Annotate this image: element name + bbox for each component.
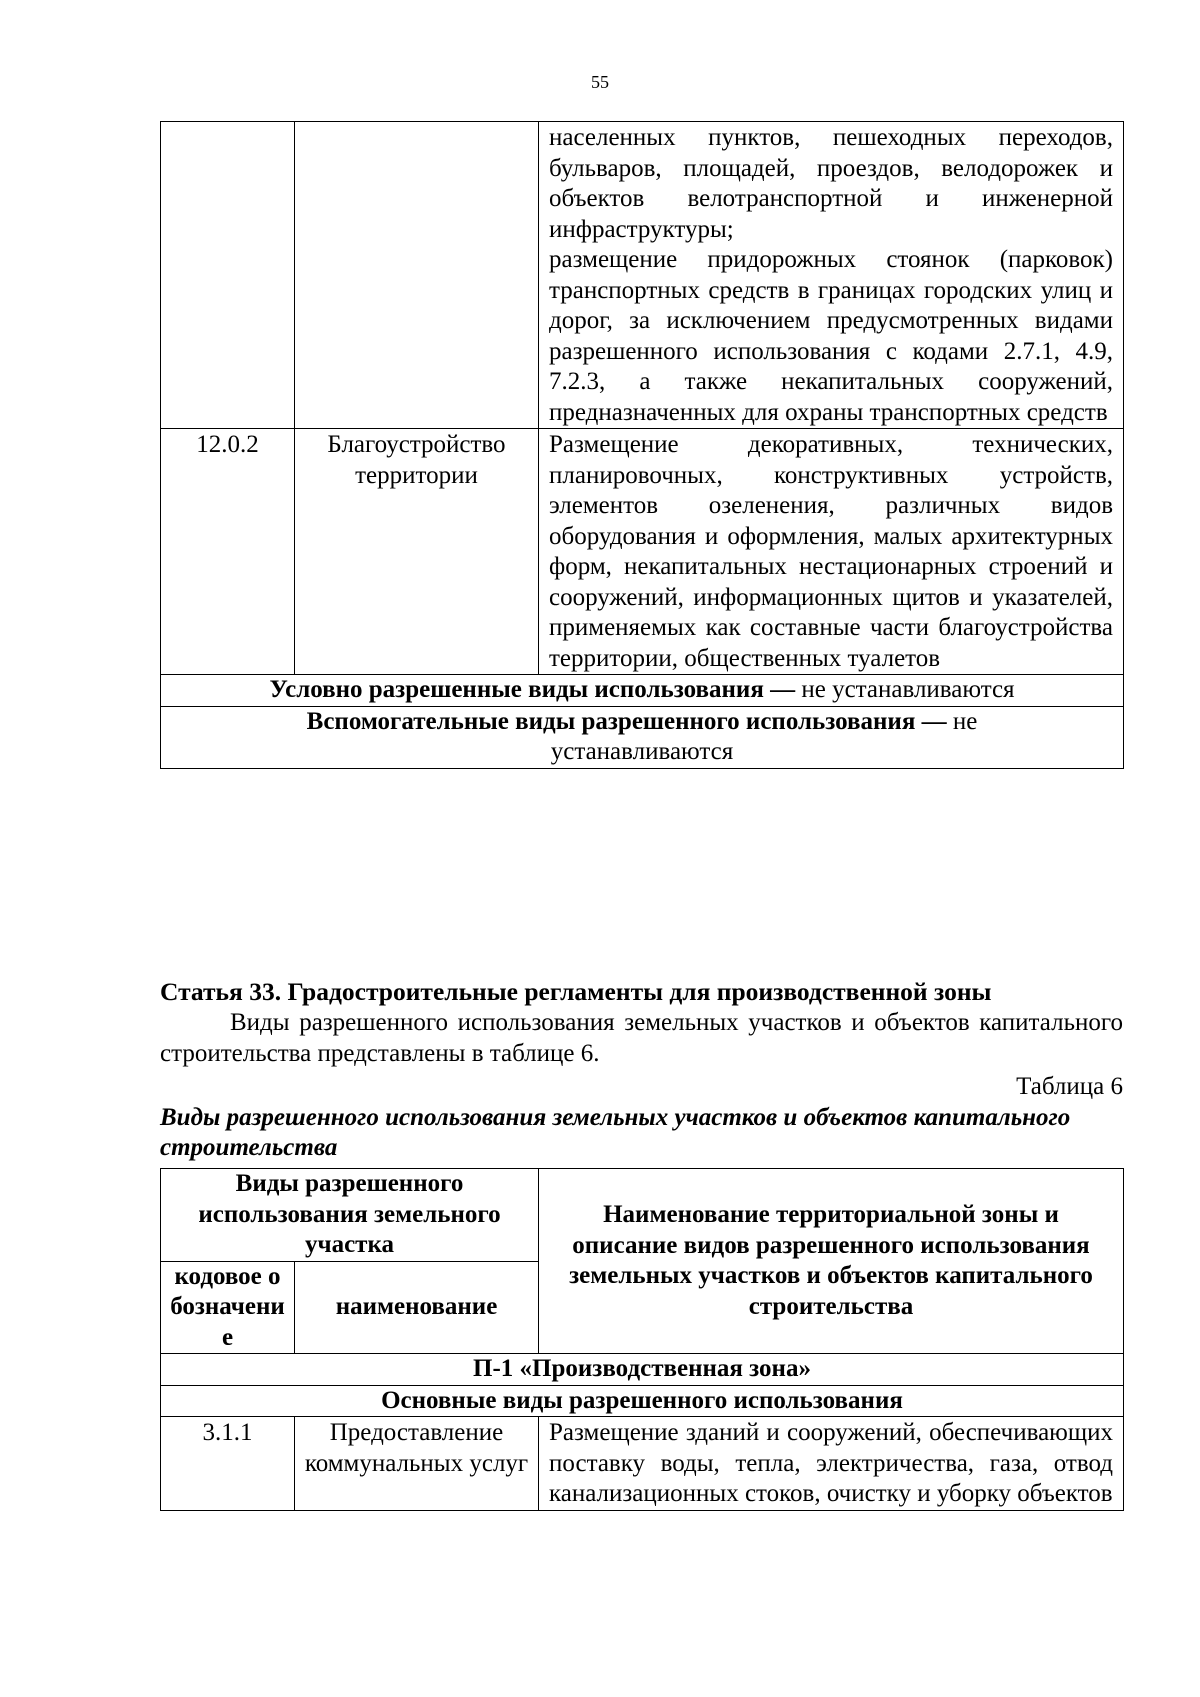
table-row [161,429,1124,675]
conditional-kinds-value: не устанавливаются [795,676,1015,703]
empty-name-cell [295,122,539,429]
header-row [161,1169,1124,1262]
land-use-table [160,1168,1124,1511]
empty-code-cell [161,122,295,429]
description-paragraph: размещение придорожных стоянок (парковок) транспортных средств в границах городских улиц и дорог, за исключением предусмотренных видами разрешенного использования с кодами 2.7.1, 4.9, 7.2.3, а также некапитальных сооружений, предназначенных для охраны транспортных средств [549,246,1113,426]
auxiliary-kinds-row [161,706,1124,768]
zone-row [161,1354,1124,1386]
description-cell: Размещение декоративных, технических, планировочных, конструктивных устройств, элементов озеленения, различных видов оборудования и оформления, малых архитектурных форм, некапитальных нестационарных строений и сооружений, информационных щитов и указателей, применяемых как составные части благоустройства территории, общественных туалетов [539,429,1124,675]
description-paragraph: населенных пунктов, пешеходных переходов, бульваров, площадей, проездов, велодорожек и объектов велотранспортной и инженерной инфраструктуры; [549,124,1113,243]
header-group-cell: Виды разрешенного использования земельного участка [161,1169,539,1262]
article-intro: Виды разрешенного использования земельных участков и объектов капитального строительства представлены в таблице 6. [160,1009,1123,1067]
description-cell: Размещение зданий и сооружений, обеспечивающих поставку воды, тепла, электричества, газа, отвод канализационных стоков, очистку и уборку объектов [539,1417,1124,1511]
name-cell: Предоставление коммунальных услуг [295,1417,539,1511]
auxiliary-kinds-label: Вспомогательные виды разрешенного использования — [306,707,947,735]
table-row [161,1417,1124,1511]
conditional-kinds-label: Условно разрешенные виды использования — [269,676,796,703]
land-use-table-continued [160,121,1124,769]
auxiliary-kinds-value: не устанавливаются [550,707,978,765]
main-kinds-row [161,1385,1124,1417]
auxiliary-kinds-cell [161,706,1124,768]
main-kinds-cell: Основные виды разрешенного использования [161,1385,1124,1417]
table-caption: Виды разрешенного использования земельных участков и объектов капитального строительства [160,1104,1071,1161]
description-cell [539,122,1124,429]
header-description-cell: Наименование территориальной зоны и описание видов разрешенного использования земельных участков и объектов капитального строительства [539,1169,1124,1354]
code-cell: 3.1.1 [161,1417,295,1511]
conditional-kinds-cell [161,675,1124,707]
name-cell: Благоустройство территории [295,429,539,675]
header-name-cell: наименование [295,1261,539,1354]
page-number: 55 [591,72,609,92]
code-cell: 12.0.2 [161,429,295,675]
article-heading: Статья 33. Градостроительные регламенты для производственной зоны [160,977,992,1006]
table-row [161,122,1124,429]
header-code-cell: кодовое обозначение [161,1261,295,1354]
table-label: Таблица 6 [1016,1073,1123,1100]
conditional-kinds-row [161,675,1124,707]
zone-cell: П-1 «Производственная зона» [161,1354,1124,1386]
